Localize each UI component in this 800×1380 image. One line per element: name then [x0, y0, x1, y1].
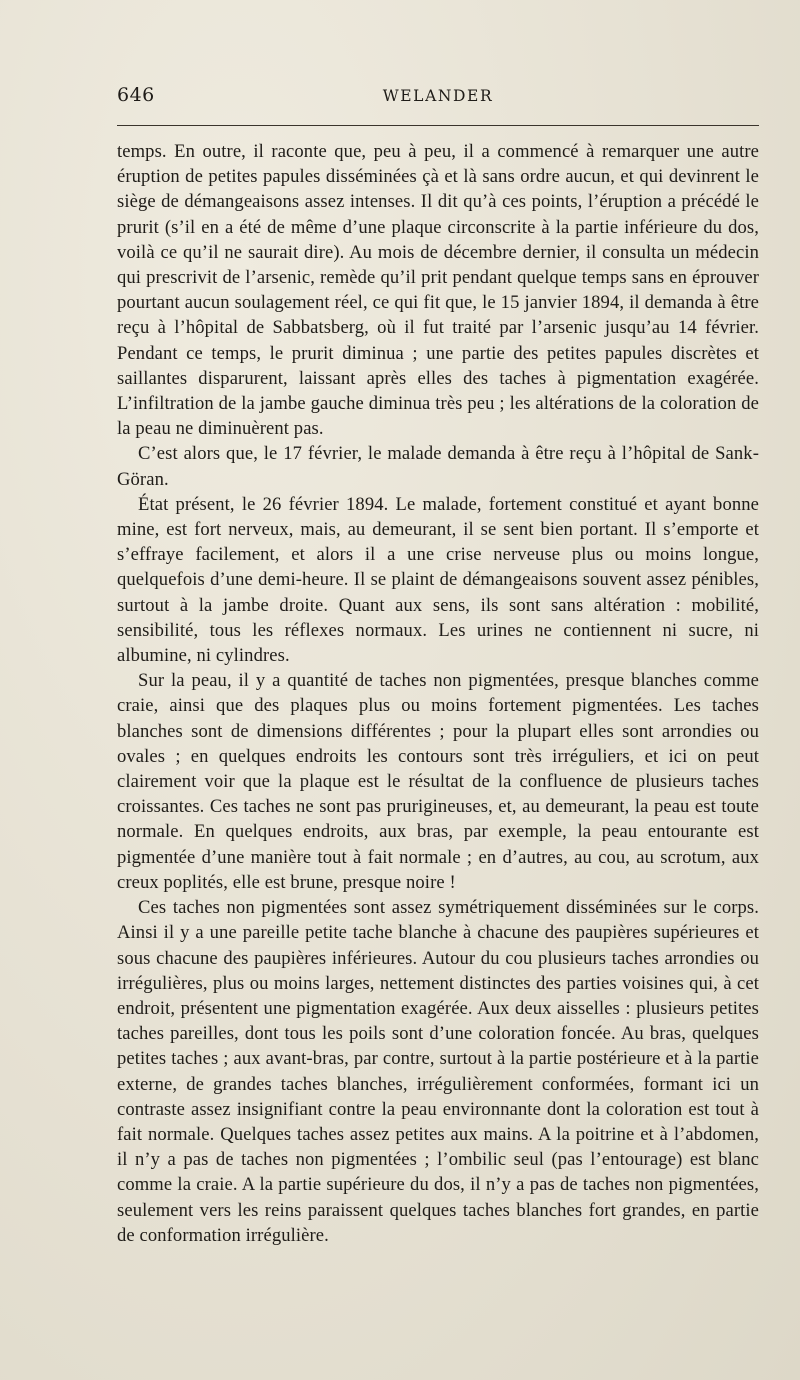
paragraph: Sur la peau, il y a quantité de taches non pigmentées, presque blanches comme craie, ainsi que des plaques plus ou moins fortement pigmentées. Les taches blanches sont de dimensions différentes ; pour la plupart elles sont arrondies ou ovales ; en quelques endroits les contours sont très irréguliers, et ici on peut clairement voir que la plaque est le résultat de la confluence de plusieurs taches croissantes. Ces taches ne sont pas prurigineuses, et, au demeurant, la peau est toute normale. En quelques endroits, aux bras, par exemple, la peau entourante est pigmentée d’une manière tout à fait normale ; en d’autres, au cou, au scrotum, aux creux poplités, elle est brune, presque noire ! [117, 670, 759, 893]
header-rule [117, 125, 759, 126]
page-header [117, 84, 759, 114]
page-number: 646 [117, 84, 155, 106]
paragraph: Ces taches non pigmentées sont assez symétriquement disséminées sur le corps. Ainsi il y a une pareille petite tache blanche à chacune des paupières supérieures et sous chacune des paupières inférieures. Autour du cou plusieurs taches arrondies ou irrégulières, plus ou moins larges, nettement distinctes des parties voisines qui, à cet endroit, présentent une pigmentation exagérée. Aux deux aisselles : plusieurs petites taches pareilles, dont tous les poils sont d’une coloration foncée. Au bras, quelques petites taches ; aux avant-bras, par contre, surtout à la partie postérieure et à la partie externe, de grandes taches blanches, irrégulièrement conformées, formant ici un contraste assez insignifiant contre la peau environnante dont la coloration est tout à fait normale. Quelques taches assez petites aux mains. A la poitrine et à l’abdomen, il n’y a pas de taches non pigmentées ; l’ombilic seul (pas l’entourage) est blanc comme la craie. A la partie supérieure du dos, il n’y a pas de taches non pigmentées, seulement vers les reins paraissent quelques taches blanches fort grandes, en partie de conformation irrégulière. [117, 897, 759, 1246]
paragraph: État présent, le 26 février 1894. Le malade, fortement constitué et ayant bonne mine, est fort nerveux, mais, au demeurant, il se sent bien portant. Il s’emporte et s’effraye facilement, et alors il a une crise nerveuse plus ou moins longue, quelquefois d’une demi-heure. Il se plaint de démangeaisons souvent assez pénibles, surtout à la jambe droite. Quant aux sens, ils sont sans altération : mobilité, sensibilité, tous les réflexes normaux. Les urines ne contiennent ni sucre, ni albumine, ni cylindres. [117, 493, 759, 667]
paragraph: temps. En outre, il raconte que, peu à peu, il a commencé à remarquer une autre éruption de petites papules disséminées çà et là sans ordre aucun, et qui devinrent le siège de démangeaisons assez intenses. Il dit qu’à ces points, l’éruption a précédé le prurit (s’il en a été de même d’une plaque circonscrite à la partie inférieure du dos, voilà ce qu’il ne saurait dire). Au mois de décembre dernier, il consulta un médecin qui prescrivit de l’arsenic, remède qu’il prit pendant quelque temps sans en éprouver pourtant aucun soulagement réel, ce qui fit que, le 15 janvier 1894, il demanda à être reçu à l’hôpital de Sabbatsberg, où il fut traité par l’arsenic jusqu’au 14 février. Pendant ce temps, le prurit diminua ; une partie des petites papules discrètes et saillantes disparurent, laissant après elles des taches à pigmentation exagérée. L’infiltration de la jambe gauche diminua très peu ; les altérations de la coloration de la peau ne diminuèrent pas. [117, 141, 759, 440]
body-text [117, 139, 759, 1248]
paragraph: C’est alors que, le 17 février, le malade demanda à être reçu à l’hôpital de Sank-Göran. [117, 443, 759, 490]
running-head: WELANDER [382, 87, 494, 105]
